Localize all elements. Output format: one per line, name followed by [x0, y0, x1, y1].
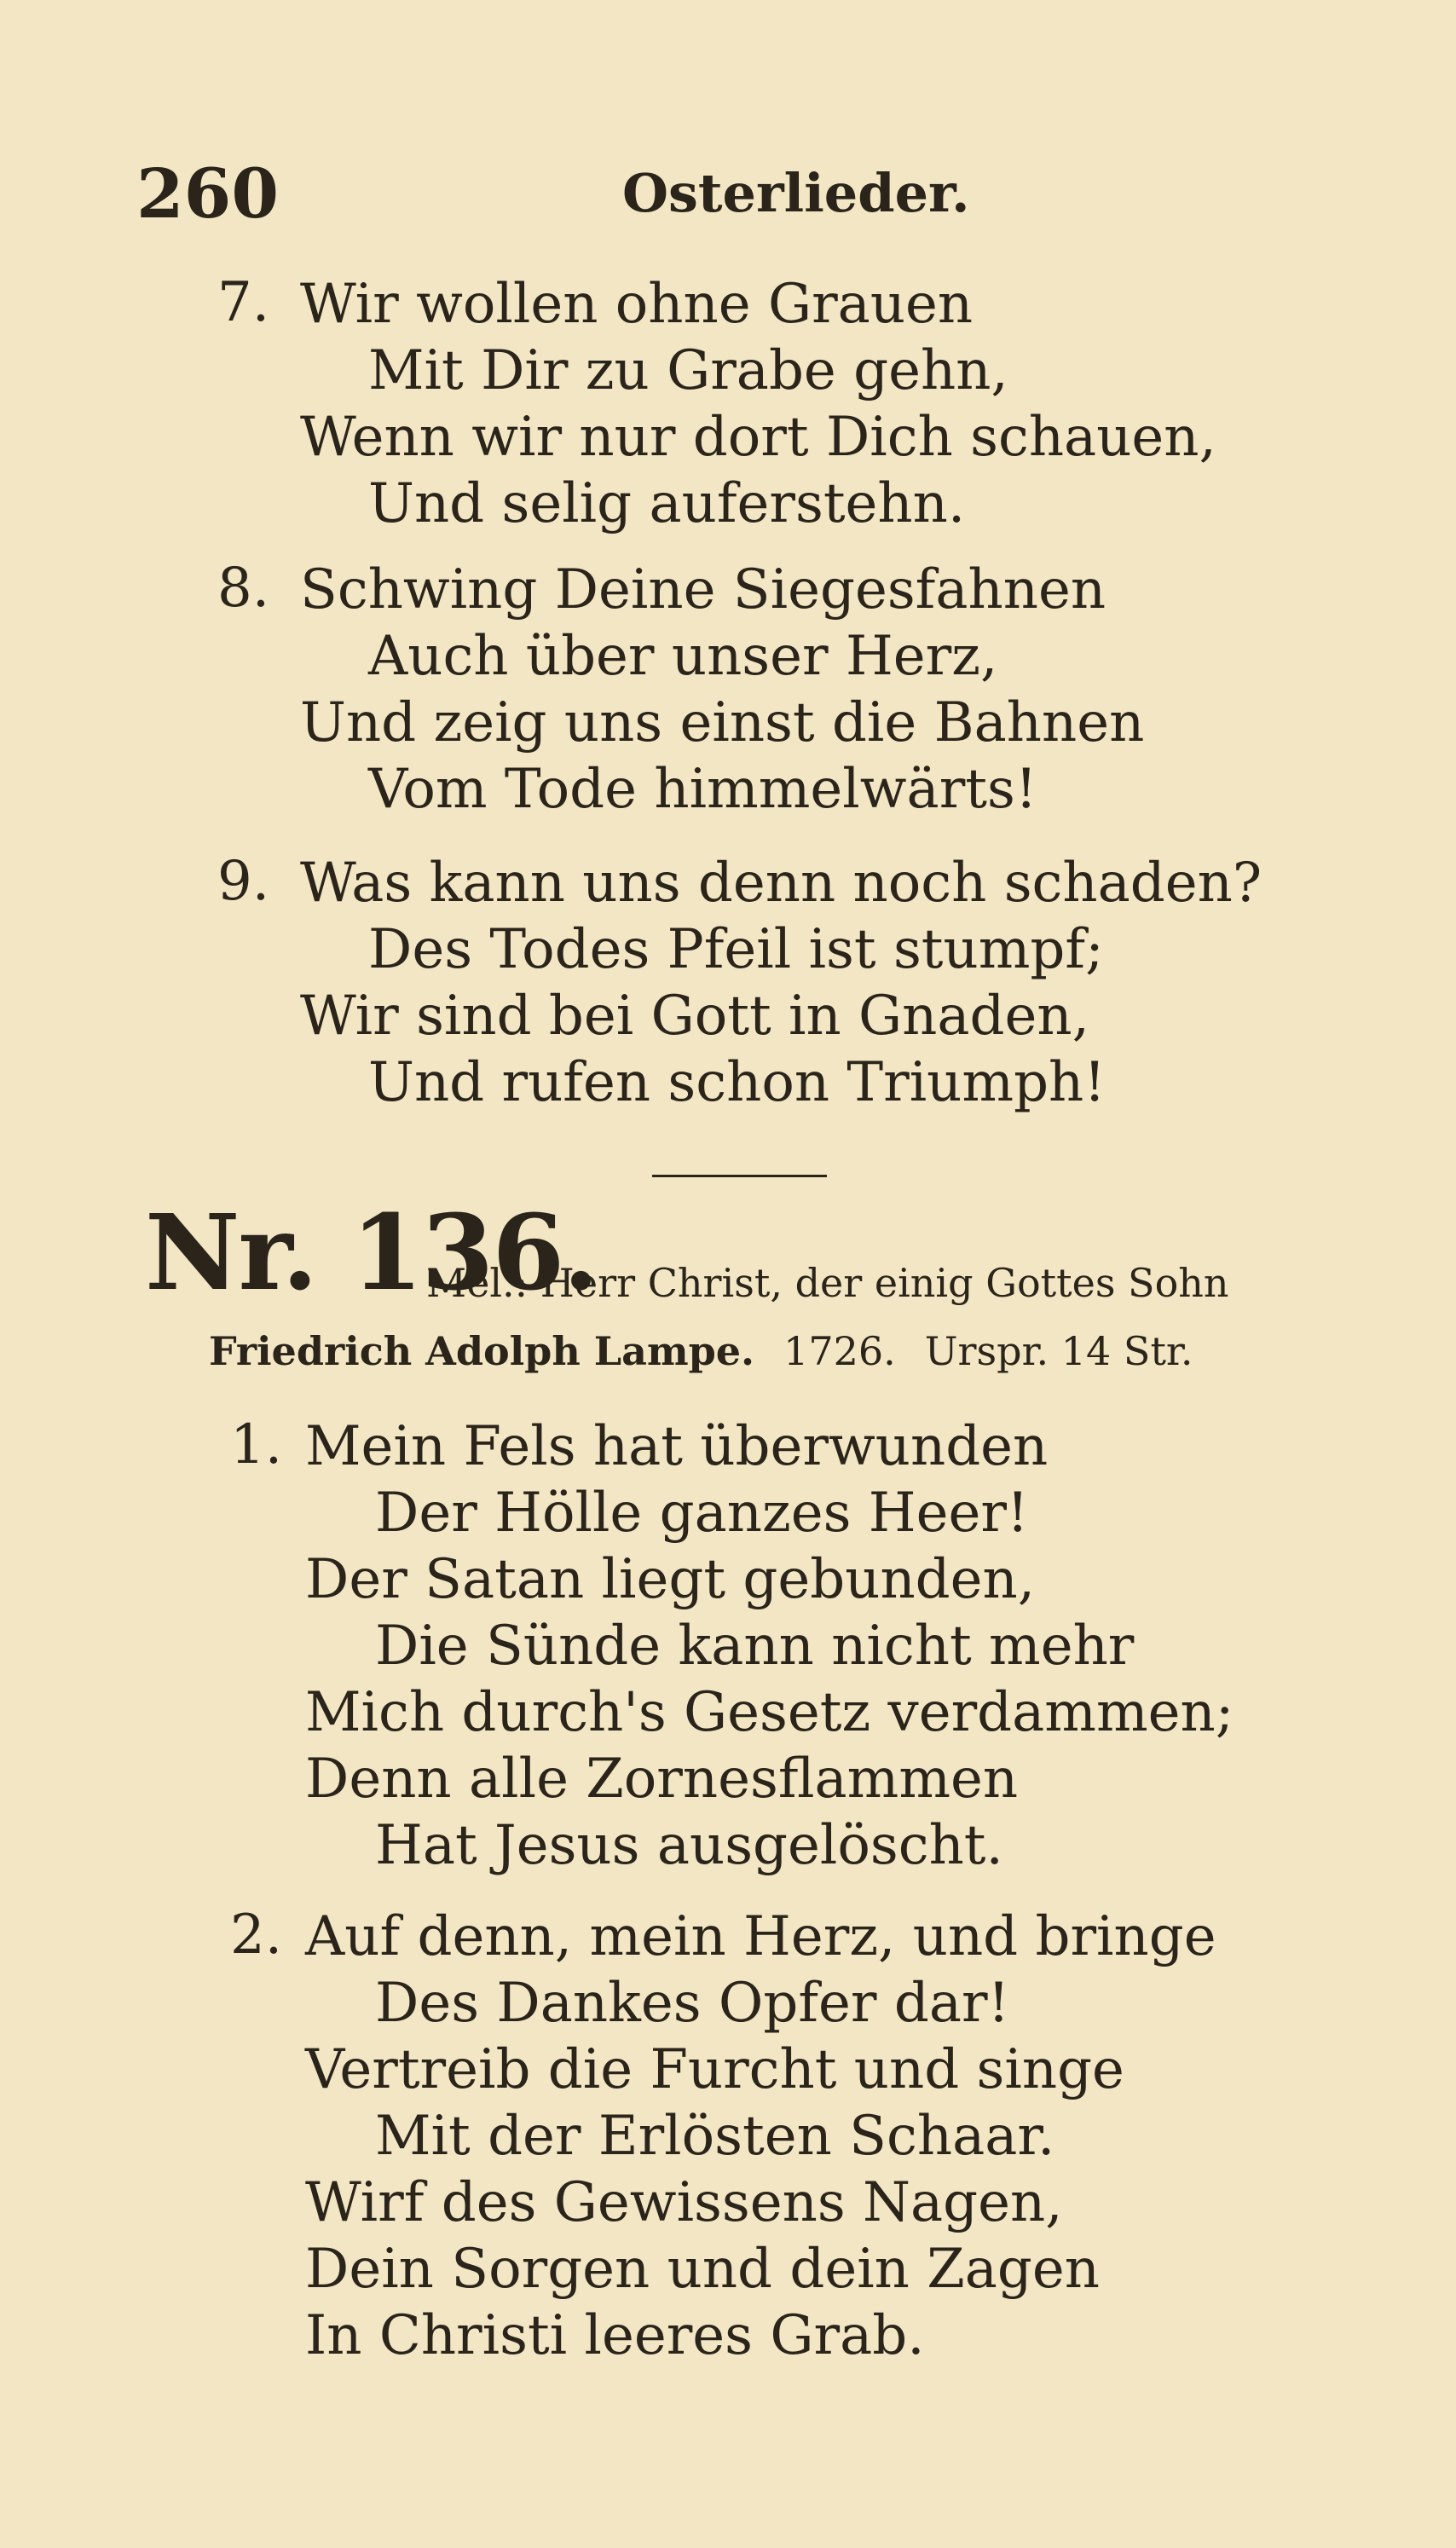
- hymn-year: 1726.: [783, 1328, 896, 1374]
- verse-line: Des Dankes Opfer dar!: [375, 1972, 1010, 2035]
- verse-line: Wir sind bei Gott in Gnaden,: [300, 985, 1089, 1048]
- hymn-136-stanza-2: [0, 1904, 1456, 2369]
- running-title: Osterlieder.: [622, 162, 970, 224]
- verse-line: Mein Fels hat überwunden: [305, 1415, 1049, 1478]
- stanza-number: 2.: [230, 1904, 283, 1967]
- stanza-number: 7.: [217, 271, 270, 334]
- hymn-original-length: Urspr. 14 Str.: [924, 1328, 1193, 1374]
- verse-line: Und rufen schon Triumph!: [368, 1051, 1106, 1114]
- verse-line: Und selig auferstehn.: [368, 472, 966, 535]
- stanza-8: [0, 557, 1456, 823]
- verse-line: In Christi leeres Grab.: [305, 2304, 925, 2367]
- stanza-7: [0, 271, 1456, 537]
- stanza-number: 9.: [217, 850, 270, 913]
- verse-line: Und zeig uns einst die Bahnen: [300, 691, 1145, 754]
- verse-line: Wenn wir nur dort Dich schauen,: [300, 406, 1216, 469]
- hymn-number: Nr. 136.: [145, 1191, 598, 1314]
- stanza-number: 8.: [217, 557, 270, 620]
- verse-line: Mich durch's Gesetz verdammen;: [305, 1681, 1234, 1744]
- hymn-attribution: [209, 1328, 1193, 1374]
- verse-line: Dein Sorgen und dein Zagen: [305, 2238, 1100, 2301]
- verse-line: Wirf des Gewissens Nagen,: [305, 2171, 1063, 2234]
- verse-line: Mit Dir zu Grabe gehn,: [368, 339, 1008, 402]
- verse-line: Denn alle Zornesflammen: [305, 1748, 1019, 1811]
- verse-line: Auch über unser Herz,: [368, 625, 998, 688]
- verse-line: Wir wollen ohne Grauen: [300, 273, 974, 336]
- section-divider: [652, 1175, 827, 1177]
- verse-line: Hat Jesus ausgelöscht.: [375, 1814, 1003, 1877]
- verse-line: Vertreib die Furcht und singe: [305, 2038, 1124, 2101]
- stanza-number: 1.: [230, 1413, 283, 1476]
- page-number: 260: [136, 153, 279, 234]
- verse-line: Auf denn, mein Herz, und bringe: [305, 1905, 1216, 1968]
- verse-line: Der Hölle ganzes Heer!: [375, 1482, 1029, 1545]
- verse-line: Des Todes Pfeil ist stumpf;: [368, 918, 1104, 981]
- hymn-author: Friedrich Adolph Lampe.: [209, 1328, 755, 1374]
- hymn-melody: Mel.: Herr Christ, der einig Gottes Sohn: [426, 1260, 1229, 1306]
- verse-line: Der Satan liegt gebunden,: [305, 1548, 1036, 1611]
- verse-line: Vom Tode himmelwärts!: [368, 758, 1037, 821]
- stanza-9: [0, 850, 1456, 1116]
- hymn-136-stanza-1: [0, 1413, 1456, 1879]
- verse-line: Die Sünde kann nicht mehr: [375, 1615, 1135, 1678]
- verse-line: Mit der Erlösten Schaar.: [375, 2105, 1055, 2168]
- verse-line: Was kann uns denn noch schaden?: [300, 852, 1262, 915]
- verse-line: Schwing Deine Siegesfahnen: [300, 558, 1106, 621]
